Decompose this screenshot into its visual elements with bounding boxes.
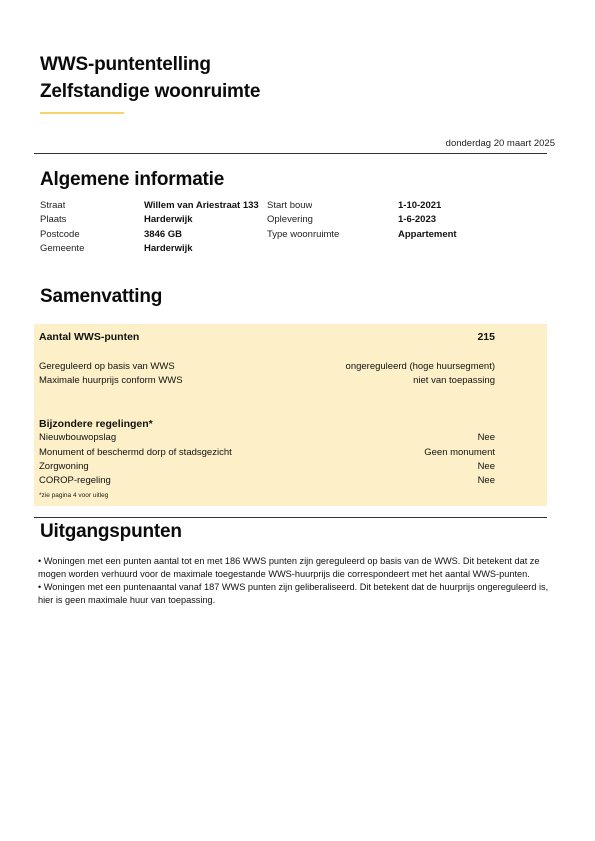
special-row-label: Monument of beschermd dorp of stadsgezicht	[39, 447, 232, 458]
points-value: 215	[477, 331, 495, 343]
summary-heading: Samenvatting	[40, 286, 163, 307]
title-accent-rule	[40, 112, 124, 114]
info-value-build-start: 1-10-2021	[398, 200, 442, 211]
info-value-postcode: 3846 GB	[144, 229, 183, 240]
info-value-delivery: 1-6-2023	[398, 214, 437, 225]
special-row-value: Nee	[477, 475, 495, 486]
principles-heading: Uitgangspunten	[40, 521, 182, 542]
info-label-municipality: Gemeente	[40, 243, 85, 254]
principles-list	[38, 555, 553, 607]
principle-bullet: • Woningen met een puntenaantal vanaf 187 WWS punten zijn geliberaliseerd. Dit betekent dat de huurprijs ongereguleerd is, hier is geen maximale huur van toepassing.	[38, 582, 549, 605]
section-divider	[34, 153, 547, 154]
info-value-dwelling-type: Appartement	[398, 229, 457, 240]
info-label-build-start: Start bouw	[267, 200, 313, 211]
summary-row-label: Maximale huurprijs conform WWS	[39, 375, 183, 386]
info-value-city: Harderwijk	[144, 214, 193, 225]
special-row-value: Nee	[477, 461, 495, 472]
summary-row-label: Gereguleerd op basis van WWS	[39, 361, 175, 372]
info-label-dwelling-type: Type woonruimte	[267, 229, 340, 240]
special-arrangements-heading: Bijzondere regelingen*	[39, 418, 153, 430]
summary-row-value: niet van toepassing	[413, 375, 495, 386]
summary-row-value: ongereguleerd (hoge huursegment)	[345, 361, 495, 372]
report-title-line2: Zelfstandige woonruimte	[40, 81, 261, 102]
info-value-street: Willem van Ariestraat 133	[144, 200, 259, 211]
special-row-value: Geen monument	[424, 447, 495, 458]
special-row-label: Nieuwbouwopslag	[39, 432, 117, 443]
special-row-label: COROP-regeling	[39, 475, 111, 486]
points-label: Aantal WWS-punten	[39, 331, 140, 343]
info-label-delivery: Oplevering	[267, 214, 313, 225]
principle-bullet: • Woningen met een punten aantal tot en met 186 WWS punten zijn gereguleerd op basis van de WWS. Dit betekent dat ze mogen worden verhuurd voor de maximale toegestande WWS-huurprijs die correspondeert met het aantal WWS-punten.	[38, 556, 540, 579]
summary-footnote: *zie pagina 4 voor uitleg	[39, 492, 109, 499]
section-divider	[34, 517, 547, 518]
general-info-heading: Algemene informatie	[40, 169, 225, 190]
summary-panel	[34, 324, 547, 506]
info-label-city: Plaats	[40, 214, 67, 225]
info-label-street: Straat	[40, 200, 66, 211]
report-title-line1: WWS-puntentelling	[40, 54, 211, 75]
info-label-postcode: Postcode	[40, 229, 80, 240]
special-row-value: Nee	[477, 432, 495, 443]
special-row-label: Zorgwoning	[39, 461, 89, 472]
info-value-municipality: Harderwijk	[144, 243, 193, 254]
report-date: donderdag 20 maart 2025	[445, 138, 555, 149]
